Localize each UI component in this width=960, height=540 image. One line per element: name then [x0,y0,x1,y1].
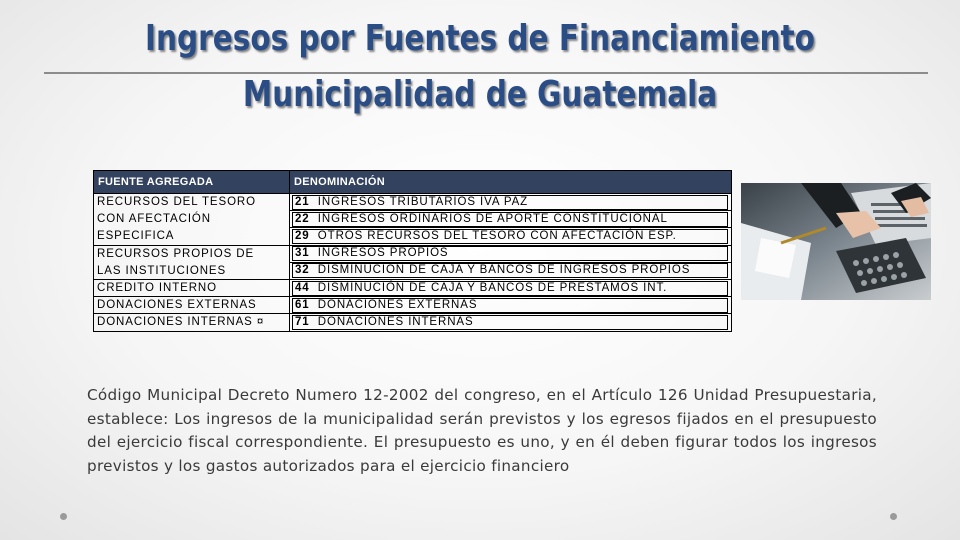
table-row [94,194,732,211]
denominacion-text: INGRESOS PROPIOS [317,247,449,260]
table-row [94,297,732,314]
fuente-cell: CREDITO INTERNO [94,279,290,296]
denominacion-text: DONACIONES INTERNAS [317,315,474,328]
denominacion-text: DONACIONES EXTERNAS [317,298,478,311]
fuente-cell: RECURSOS PROPIOS DE [94,245,290,262]
fuente-cell: DONACIONES EXTERNAS [94,297,290,314]
denominacion-text: OTROS RECURSOS DEL TESORO CON AFECTACIÓN ESP. [317,229,677,242]
photo-illustration [741,183,931,300]
denominacion-cell [290,279,732,296]
table-row [94,211,732,228]
slide-dot-left [60,513,67,520]
code: 32 [295,264,310,277]
table-row [94,279,732,296]
header-denominacion: DENOMINACIÓN [290,171,732,194]
fuente-cell: ESPECIFICA [94,228,290,245]
code: 22 [295,212,310,225]
denominacion-cell [290,194,732,211]
code: 31 [295,247,310,260]
denominacion-text: DISMINUCIÓN DE CAJA Y BANCOS DE PRESTAMOS INT. [317,281,668,294]
page-title: Ingresos por Fuentes de Financiamiento [145,18,815,59]
code: 29 [295,229,310,242]
denominacion-text: INGRESOS ORDINARIOS DE APORTE CONSTITUCIONAL [317,212,668,225]
slide-dot-right [890,513,897,520]
calculator-photo [741,183,931,300]
fuente-cell: CON AFECTACIÓN [94,211,290,228]
header-fuente-agregada: FUENTE AGREGADA [94,171,290,194]
code: 71 [295,315,310,328]
table-row [94,262,732,279]
denominacion-cell [290,245,732,262]
table-row [94,228,732,245]
denominacion-cell [290,211,732,228]
denominacion-cell [290,262,732,279]
denominacion-text: DISMINUCIÓN DE CAJA Y BANCOS DE INGRESOS PROPIOS [317,264,691,277]
code: 61 [295,298,310,311]
fuente-cell: LAS INSTITUCIONES [94,262,290,279]
table-header-row [94,171,732,194]
fuente-cell: DONACIONES INTERNAS ¤ [94,314,290,331]
denominacion-cell [290,228,732,245]
table-row [94,314,732,331]
denominacion-text: INGRESOS TRIBUTARIOS IVA PAZ [317,195,529,208]
page-subtitle: Municipalidad de Guatemala [242,74,718,115]
code: 21 [295,195,310,208]
table-row [94,245,732,262]
denominacion-cell [290,297,732,314]
denominacion-cell [290,314,732,331]
fuente-cell: RECURSOS DEL TESORO [94,194,290,211]
funding-sources-table [93,170,732,332]
body-paragraph: Código Municipal Decreto Numero 12-2002 del congreso, en el Artículo 126 Unidad Presupuestaria, establece: Los ingresos de la municipalidad serán previstos y los egresos fijados en el presupuesto del ejercicio fiscal correspondiente. El presupuesto es uno, y en él deben figurar todos los ingresos previstos y los gastos autorizados para el ejercicio financiero [87,386,877,475]
code: 44 [295,281,310,294]
